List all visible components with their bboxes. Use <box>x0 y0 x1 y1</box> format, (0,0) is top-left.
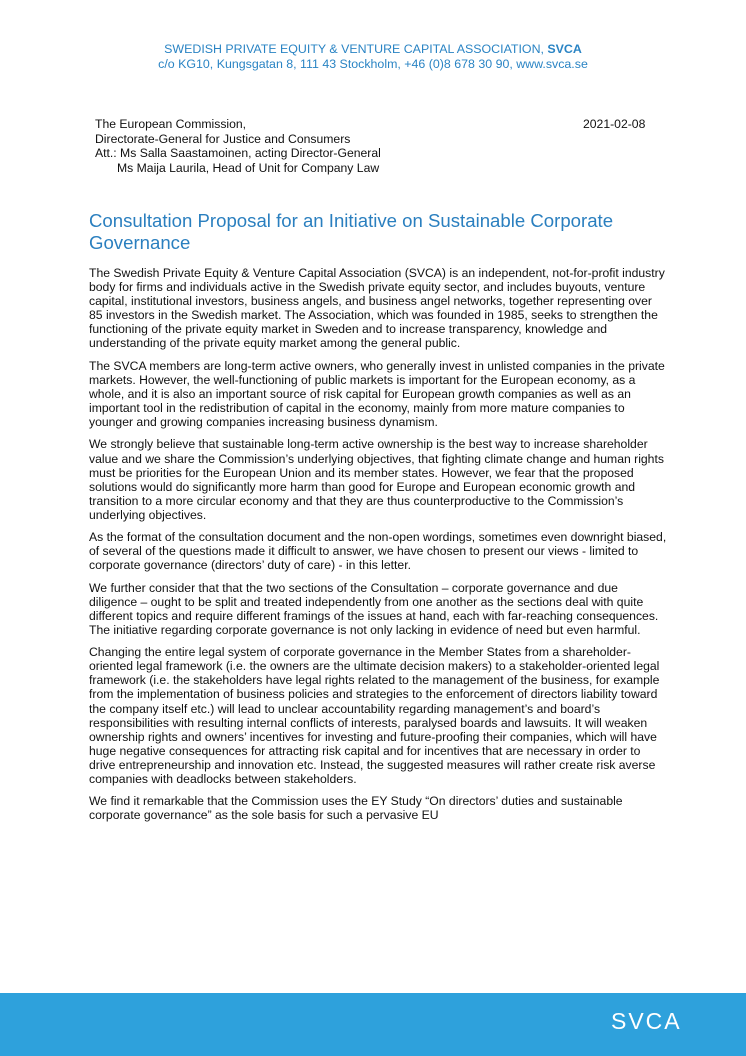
recipient-line-1: The European Commission, <box>95 117 247 131</box>
letterhead-address: c/o KG10, Kungsgatan 8, 111 43 Stockholm, +46 (0)8 678 30 90, www.svca.se <box>158 57 588 71</box>
letterhead <box>0 42 746 72</box>
letter-body <box>89 266 667 831</box>
body-paragraph-3: We strongly believe that sustainable long-term active ownership is the best way to increase shareholder value and we share the Commission’s underlying objectives, that fighting climate change and human rights must be priorities for the European Union and its member states. However, we fear that the proposed solutions would do significantly more harm than good for Europe and European economic growth and transition to a more circular economy and that they are thus counterproductive to the Commission’s underlying objectives. <box>89 437 664 522</box>
body-paragraph-4: As the format of the consultation document and the non-open wordings, sometimes even downright biased, of several of the questions made it difficult to answer, we have chosen to present our views - limited to corporate governance (directors’ duty of care) - in this letter. <box>89 530 667 573</box>
body-paragraph-7: We find it remarkable that the Commission uses the EY Study “On directors’ duties and sustainable corporate governance” as the sole basis for such a pervasive EU <box>89 794 623 823</box>
letter-date: 2021-02-08 <box>583 117 646 131</box>
recipient-block <box>95 117 381 175</box>
body-paragraph-5: We further consider that that the two sections of the Consultation – corporate governance and due diligence – ought to be split and treated independently from one another as the sections deal with quite different topics and require different framings of the issues at hand, each with far-reaching consequences. The initiative regarding corporate governance is not only lacking in evidence of need but even harmful. <box>89 580 659 637</box>
svca-logo <box>611 1008 695 1034</box>
association-abbrev: SVCA <box>547 42 582 56</box>
body-paragraph-2: The SVCA members are long-term active owners, who generally invest in unlisted companies in the private markets. However, the well-functioning of public markets is important for the European economy, as a whole, and it is also an important source of risk capital for European growth companies as well as an important tool in the redistribution of capital in the economy, mainly from more mature companies to younger and growing companies increasing business dynamism. <box>89 358 665 430</box>
svca-logo-text: SVCA <box>611 1008 682 1034</box>
association-name: SWEDISH PRIVATE EQUITY & VENTURE CAPITAL ASSOCIATION, <box>164 42 548 56</box>
recipient-line-2: Directorate-General for Justice and Consumers <box>95 131 351 146</box>
body-paragraph-1: The Swedish Private Equity & Venture Capital Association (SVCA) is an independent, not-for-profit industry body for firms and individuals active in the Swedish private equity sector, and includes buyouts, venture capital, institutional investors, business angels, and business angel networks, together representing over 85 investors in the Swedish market. The Association, which was founded in 1985, seeks to strengthen the functioning of the private equity market in Sweden and to increase transparency, knowledge and understanding of the private equity market among the general public. <box>89 266 665 351</box>
body-paragraph-6: Changing the entire legal system of corporate governance in the Member States from a shareholder-oriented legal framework (i.e. the owners are the ultimate decision makers) to a stakeholder-oriented legal framework (i.e. the stakeholders have legal rights related to the management of the business, for example from the implementation of business policies and strategies to the enforcement of directors liability toward the company itself etc.) will lead to unclear accountability regarding management’s and board’s responsibilities with resulting internal conflicts of interests, paralysed boards and lawsuits. It will weaken ownership rights and owners’ incentives for investing and future-proofing their companies, which will have huge negative consequences for attracting risk capital and for incentives that are necessary in order to drive entrepreneurship and innovation etc. Instead, the suggested measures will rather create risk averse companies with deadlocks between stakeholders. <box>89 645 660 787</box>
document-title: Consultation Proposal for an Initiative on Sustainable Corporate Governance <box>89 210 614 253</box>
letterhead-line-1 <box>0 42 746 57</box>
recipient-line-4: Ms Maija Laurila, Head of Unit for Company Law <box>117 160 380 175</box>
recipient-line-3: Att.: Ms Salla Saastamoinen, acting Director-General <box>95 146 381 160</box>
